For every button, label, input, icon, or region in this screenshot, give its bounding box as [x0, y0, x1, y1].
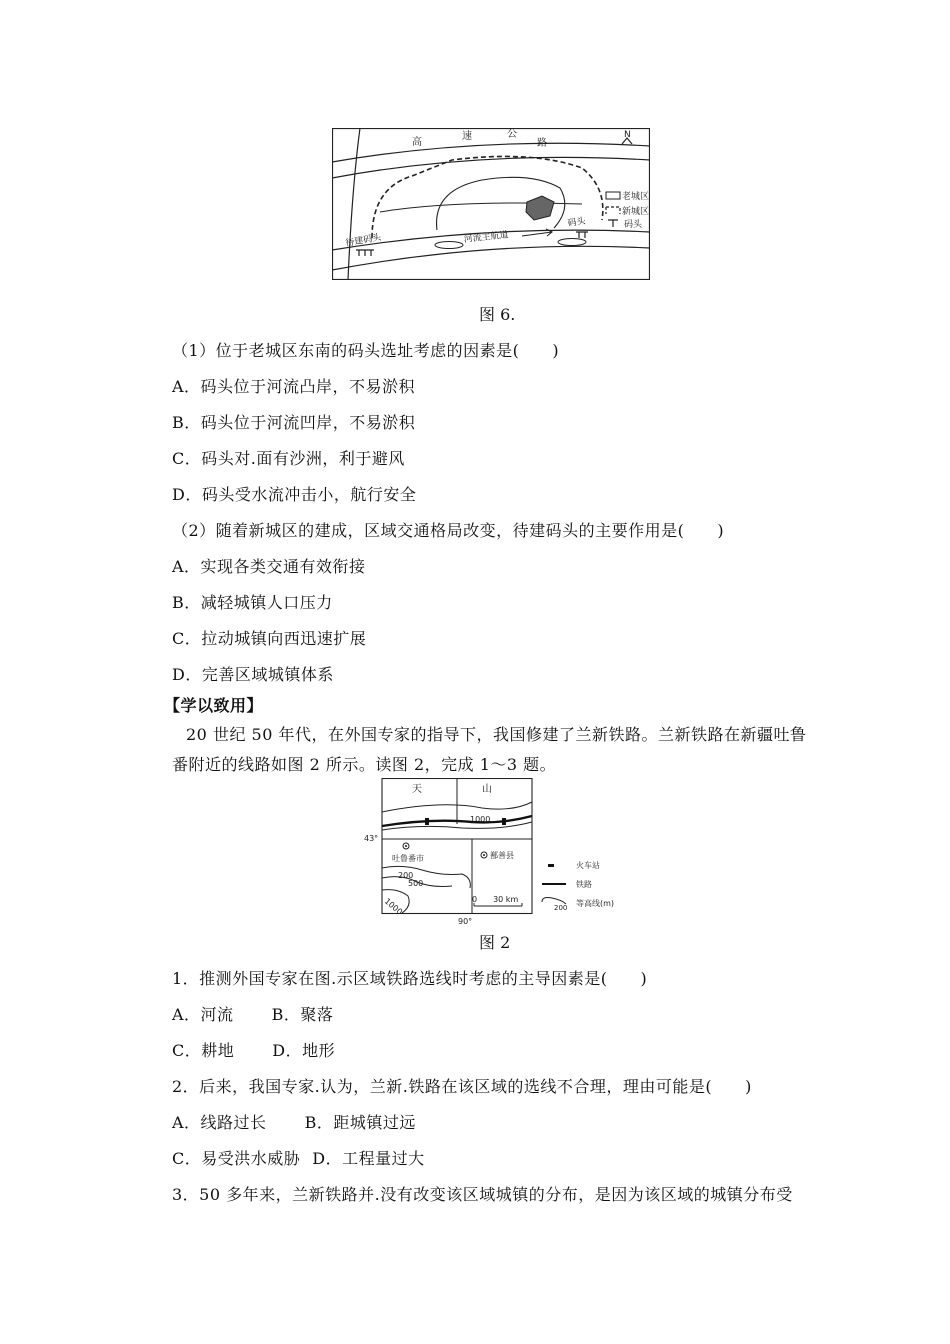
intro-line-2: 番附近的线路如图 2 所示。读图 2，完成 1～3 题。 [172, 755, 557, 774]
question-2-stem: （2）随着新城区的建成，区域交通格局改变，待建码头的主要作用是( ) [172, 521, 725, 540]
q2-options-row-2 [172, 1146, 425, 1169]
legend-railway-label: 铁路 [576, 880, 592, 889]
legend-station-icon [548, 864, 554, 867]
q2-option-c: C．易受洪水威胁 [172, 1149, 301, 1168]
scale-label: 0 30 km [472, 895, 519, 904]
station-2-icon [502, 818, 506, 825]
contour-500-label: 500 [408, 879, 424, 888]
q1-option-d: D．地形 [272, 1041, 336, 1060]
highway-char-1: 高 [412, 137, 422, 148]
figure-2-map [362, 778, 662, 928]
shanshan-label: 鄯善县 [490, 851, 514, 860]
shan-label: 山 [482, 784, 492, 795]
question-1-option-a: A．码头位于河流凸岸，不易淤积 [172, 377, 416, 396]
planned-dock-label: 待建码头 [344, 232, 382, 249]
north-label: N [624, 130, 631, 140]
legend-new-city-label: 新城区 [622, 207, 650, 217]
highway-char-4: 路 [537, 138, 547, 149]
q2-option-a: A．线路过长 [172, 1113, 267, 1132]
q2-stem: 2．后来，我国专家.认为，兰新.铁路在该区域的选线不合理，理由可能是( ) [172, 1077, 752, 1096]
contour-1000b-label: 1000 [382, 896, 405, 917]
legend-station-label: 火车站 [576, 861, 600, 870]
question-2-option-b: B．减轻城镇人口压力 [172, 593, 333, 612]
lat-label: 43° [364, 834, 379, 843]
question-1-stem: （1）位于老城区东南的码头选址考虑的因素是( ) [172, 341, 560, 360]
q1-options-row-2 [172, 1038, 335, 1061]
q2-option-b: B．距城镇过远 [304, 1113, 416, 1132]
figure-6-map [332, 128, 650, 280]
intro-line-1: 20 世纪 50 年代，在外国专家的指导下，我国修建了兰新铁路。兰新铁路在新疆吐鲁 [186, 725, 807, 744]
legend-dock-label: 码头 [624, 220, 643, 230]
question-2-option-a: A．实现各类交通有效衔接 [172, 557, 366, 576]
turpan-label: 吐鲁番市 [392, 854, 424, 863]
dock-label: 码头 [567, 216, 587, 229]
legend-old-city-label: 老城区 [622, 192, 650, 202]
q2-options-row-1 [172, 1110, 416, 1133]
q3-stem: 3．50 多年来，兰新铁路并.没有改变该区域城镇的分布，是因为该区域的城镇分布受 [172, 1185, 793, 1204]
tian-label: 天 [412, 784, 422, 795]
q1-option-c: C．耕地 [172, 1041, 235, 1060]
q1-options-row-1 [172, 1002, 333, 1025]
question-1-option-d: D．码头受水流冲击小，航行安全 [172, 485, 417, 504]
question-1-option-b: B．码头位于河流凹岸，不易淤积 [172, 413, 416, 432]
question-2-option-d: D．完善区域城镇体系 [172, 665, 334, 684]
contour-1000-label: 1000 [470, 815, 491, 824]
legend-contour-label: 等高线(m) [576, 899, 615, 908]
q1-option-a: A．河流 [172, 1005, 234, 1024]
q1-option-b: B．聚落 [271, 1005, 334, 1024]
lon-label: 90° [458, 917, 473, 926]
figure-6-caption: 图 6. [479, 305, 516, 324]
figure-2-caption: 图 2 [479, 933, 511, 952]
question-2-option-c: C．拉动城镇向西迅速扩展 [172, 629, 367, 648]
section-title: 【学以致用】 [164, 696, 264, 715]
q1-stem: 1．推测外国专家在图.示区域铁路选线时考虑的主导因素是( ) [172, 969, 648, 988]
q2-option-d: D．工程量过大 [312, 1149, 425, 1168]
legend-contour-value: 200 [554, 904, 568, 912]
highway-char-2: 速 [462, 131, 472, 142]
question-1-option-c: C．码头对.面有沙洲，利于避风 [172, 449, 405, 468]
planned-dock-icon [356, 250, 374, 256]
channel-label: 河流主航道 [463, 230, 510, 245]
station-1-icon [425, 818, 429, 825]
highway-char-3: 公 [507, 129, 517, 140]
contour-200-label: 200 [398, 871, 414, 880]
